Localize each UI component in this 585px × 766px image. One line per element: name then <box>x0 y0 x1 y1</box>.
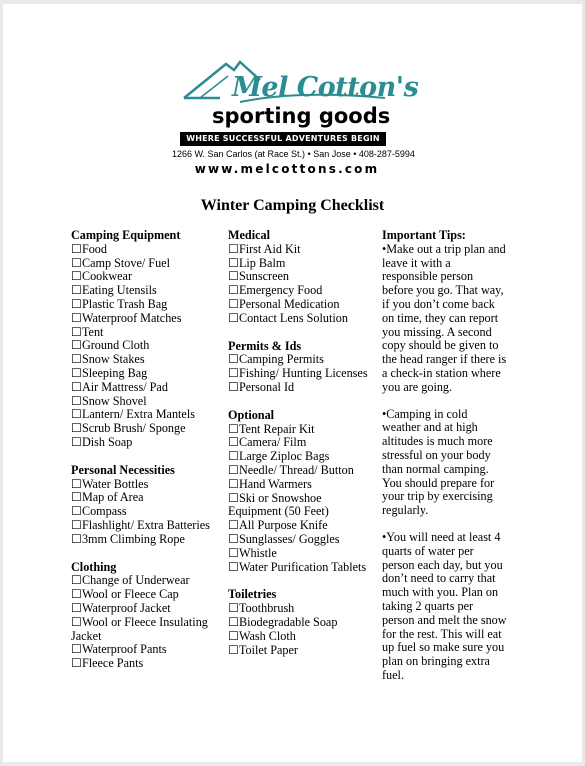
checkbox-icon: ☐ <box>71 531 82 546</box>
checkbox-icon: ☐ <box>228 545 239 560</box>
checklist-item <box>228 381 368 395</box>
checklist-item-label: Biodegradable Soap <box>238 614 338 629</box>
checkbox-icon: ☐ <box>71 352 82 367</box>
checkbox-icon: ☐ <box>71 600 82 615</box>
tip-paragraph: •Make out a trip plan and leave it with a responsible person before you go. That way, if you don’t come back on time, they can report you missing. A second copy should be given to the head ranger if there is a check-in station where you are going. <box>382 241 507 394</box>
section-heading: Optional <box>228 407 275 422</box>
checklist-item-label: Personal Id <box>238 379 295 394</box>
checklist-item <box>228 519 368 533</box>
checklist-item-label: Lantern/ Extra Mantels <box>81 407 195 422</box>
checklist-item-label: Wool or Fleece Cap <box>81 587 179 602</box>
checkbox-icon: ☐ <box>228 352 239 367</box>
checklist-item <box>71 298 221 312</box>
checkbox-icon: ☐ <box>228 255 239 270</box>
checklist-item <box>71 478 221 492</box>
checklist-item-label: Contact Lens Solution <box>238 310 348 325</box>
checklist-item-label: Ski or Snowshoe Equipment (50 Feet) <box>228 490 329 519</box>
checklist-permits <box>228 353 368 394</box>
checkbox-icon: ☐ <box>228 518 239 533</box>
checklist-item <box>228 284 368 298</box>
checklist-item <box>71 657 221 671</box>
checkbox-icon: ☐ <box>71 393 82 408</box>
checklist-item-label: Change of Underwear <box>81 573 190 588</box>
section-heading: Camping Equipment <box>71 228 181 242</box>
checklist-item-label: Map of Area <box>81 490 144 505</box>
checklist-item-label: Whistle <box>238 545 277 560</box>
section-heading: Toiletries <box>228 587 277 602</box>
checklist-item-label: Food <box>81 241 107 256</box>
checkbox-icon: ☐ <box>228 435 239 450</box>
checklist-item <box>71 270 221 284</box>
checkbox-icon: ☐ <box>228 642 239 657</box>
checklist-item <box>228 367 368 381</box>
checklist-item <box>71 491 221 505</box>
checkbox-icon: ☐ <box>71 379 82 394</box>
section-heading: Medical <box>228 228 270 242</box>
checkbox-icon: ☐ <box>71 338 82 353</box>
checklist-item-label: Plastic Trash Bag <box>81 296 168 311</box>
checklist-medical <box>228 243 368 326</box>
checklist-optional <box>228 423 368 575</box>
page-title: Winter Camping Checklist <box>200 197 385 214</box>
checklist-item <box>71 312 221 326</box>
checkbox-icon: ☐ <box>71 407 82 422</box>
checklist-item <box>71 436 221 450</box>
checklist-item <box>71 257 221 271</box>
checklist-item-label: Eating Utensils <box>81 283 157 298</box>
checkbox-icon: ☐ <box>71 614 82 629</box>
checkbox-icon: ☐ <box>71 365 82 380</box>
checklist-toiletries <box>228 602 368 657</box>
checklist-item <box>71 574 221 588</box>
checkbox-icon: ☐ <box>71 434 82 449</box>
checkbox-icon: ☐ <box>228 379 239 394</box>
checklist-item-label: Sleeping Bag <box>81 365 148 380</box>
checklist-item-label: Toothbrush <box>238 601 295 616</box>
checklist-item <box>228 423 368 437</box>
checkbox-icon: ☐ <box>228 366 239 381</box>
tips-heading: Important Tips: <box>382 228 466 242</box>
checklist-item-label: All Purpose Knife <box>238 518 328 533</box>
checklist-item <box>71 284 221 298</box>
checklist-item-label: First Aid Kit <box>238 241 301 256</box>
store-website: www.melcottons.com <box>194 162 380 176</box>
checkbox-icon: ☐ <box>228 269 239 284</box>
checklist-item <box>71 602 221 616</box>
checklist-item-label: Toilet Paper <box>238 642 298 657</box>
checklist-item <box>71 519 221 533</box>
checklist-item <box>71 367 221 381</box>
checklist-item-label: Ground Cloth <box>81 338 150 353</box>
checkbox-icon: ☐ <box>71 490 82 505</box>
checklist-item-label: Fleece Pants <box>81 656 144 671</box>
checkbox-icon: ☐ <box>228 449 239 464</box>
checklist-item-label: Wool or Fleece Insulating Jacket <box>71 614 208 643</box>
checkbox-icon: ☐ <box>228 476 239 491</box>
checkbox-icon: ☐ <box>71 517 82 532</box>
important-tips-column <box>382 229 507 683</box>
checklist-item-label: Camp Stove/ Fuel <box>81 255 170 270</box>
checklist-item <box>228 478 368 492</box>
checklist-item <box>228 312 368 326</box>
page-edge-left <box>0 0 3 766</box>
checklist-item-label: Camping Permits <box>238 352 324 367</box>
checklist-item <box>228 298 368 312</box>
checklist-item <box>228 243 368 257</box>
checklist-item-label: Wash Cloth <box>238 628 296 643</box>
page-edge-top <box>0 0 585 4</box>
checkbox-icon: ☐ <box>71 587 82 602</box>
checklist-item <box>228 257 368 271</box>
checkbox-icon: ☐ <box>71 421 82 436</box>
checkbox-icon: ☐ <box>71 255 82 270</box>
checkbox-icon: ☐ <box>71 324 82 339</box>
section-heading: Personal Necessities <box>71 462 175 477</box>
logo-tagline-banner: WHERE SUCCESSFUL ADVENTURES BEGIN <box>180 132 386 146</box>
checklist-item <box>71 326 221 340</box>
checklist-item-label: Emergency Food <box>238 283 323 298</box>
checklist-item-label: Needle/ Thread/ Button <box>238 462 354 477</box>
checkbox-icon: ☐ <box>228 628 239 643</box>
checklist-personal-necessities <box>71 478 221 547</box>
tip-paragraph: •You will need at least 4 quarts of water per person each day, but you don’t need to carry that much with you. Plan on taking 2 quarts per person and melt the snow for the rest. This will eat up fuel so make sure you plan on bringing extra fuel. <box>382 529 507 682</box>
checkbox-icon: ☐ <box>228 614 239 629</box>
checkbox-icon: ☐ <box>71 642 82 657</box>
checklist-item-label: Snow Stakes <box>81 352 145 367</box>
checkbox-icon: ☐ <box>71 504 82 519</box>
checkbox-icon: ☐ <box>71 573 82 588</box>
checkbox-icon: ☐ <box>228 531 239 546</box>
checklist-clothing <box>71 574 221 671</box>
checklist-item <box>71 408 221 422</box>
checklist-item-label: Waterproof Pants <box>81 642 167 657</box>
checkbox-icon: ☐ <box>228 601 239 616</box>
checklist-item <box>71 339 221 353</box>
checklist-item <box>71 533 221 547</box>
checklist-item-label: Waterproof Matches <box>81 310 182 325</box>
checklist-item-label: Flashlight/ Extra Batteries <box>81 517 210 532</box>
checkbox-icon: ☐ <box>71 476 82 491</box>
checklist-item-label: Water Purification Tablets <box>238 559 367 574</box>
checkbox-icon: ☐ <box>228 462 239 477</box>
checklist-item <box>228 450 368 464</box>
checklist-item <box>71 381 221 395</box>
checklist-item-label: Tent <box>81 324 104 339</box>
checklist-item <box>228 630 368 644</box>
checklist-item <box>228 602 368 616</box>
store-address: 1266 W. San Carlos (at Race St.) • San Jose • 408-287-5994 <box>172 149 415 159</box>
section-heading: Permits & Ids <box>228 338 302 353</box>
logo-brand-name: Mel Cotton's <box>232 72 419 103</box>
checklist-item-label: Air Mattress/ Pad <box>81 379 168 394</box>
checklist-item-label: Hand Warmers <box>238 476 312 491</box>
checklist-item-label: Compass <box>81 504 127 519</box>
checklist-item <box>228 436 368 450</box>
checklist-item <box>71 588 221 602</box>
checkbox-icon: ☐ <box>71 269 82 284</box>
checklist-item-label: Personal Medication <box>238 296 340 311</box>
checklist-item-label: 3mm Climbing Rope <box>81 531 185 546</box>
checklist-item <box>71 353 221 367</box>
checkbox-icon: ☐ <box>228 296 239 311</box>
checklist-item-label: Camera/ Film <box>238 435 307 450</box>
checkbox-icon: ☐ <box>228 310 239 325</box>
checklist-item-label: Waterproof Jacket <box>81 600 171 615</box>
tip-paragraph: •Camping in cold weather and at high altitudes is much more stressful on your body than normal camping. You should prepare for your trip by exercising regularly. <box>382 406 495 518</box>
section-heading: Clothing <box>71 559 117 574</box>
checkbox-icon: ☐ <box>71 296 82 311</box>
checklist-item <box>228 561 368 575</box>
logo-subtitle: sporting goods <box>212 104 391 128</box>
checklist-item-label: Snow Shovel <box>81 393 147 408</box>
checkbox-icon: ☐ <box>71 241 82 256</box>
checklist-camping-equipment <box>71 243 221 450</box>
checklist-item-label: Cookwear <box>81 269 133 284</box>
checklist-item-label: Large Ziploc Bags <box>238 449 330 464</box>
checkbox-icon: ☐ <box>71 656 82 671</box>
page-edge-bottom <box>0 762 585 766</box>
checklist-item-label: Sunglasses/ Goggles <box>238 531 340 546</box>
store-logo <box>172 58 419 178</box>
checkbox-icon: ☐ <box>228 559 239 574</box>
checkbox-icon: ☐ <box>228 421 239 436</box>
checklist-item <box>228 547 368 561</box>
checkbox-icon: ☐ <box>228 241 239 256</box>
checklist-item-label: Tent Repair Kit <box>238 421 315 436</box>
checklist-item <box>71 505 221 519</box>
checkbox-icon: ☐ <box>71 283 82 298</box>
checkbox-icon: ☐ <box>228 490 239 505</box>
checklist-item <box>228 644 368 658</box>
checkbox-icon: ☐ <box>71 310 82 325</box>
checklist-item-label: Fishing/ Hunting Licenses <box>238 366 368 381</box>
checklist-column-1 <box>71 229 221 671</box>
checklist-item <box>71 643 221 657</box>
checklist-item <box>228 533 368 547</box>
checklist-item <box>228 616 368 630</box>
checklist-item <box>228 492 368 520</box>
checklist-item <box>71 422 221 436</box>
checklist-item <box>71 616 221 644</box>
checklist-item-label: Lip Balm <box>238 255 286 270</box>
checklist-item <box>228 270 368 284</box>
checkbox-icon: ☐ <box>228 283 239 298</box>
checklist-item-label: Scrub Brush/ Sponge <box>81 421 186 436</box>
checklist-item-label: Sunscreen <box>238 269 290 284</box>
checklist-item-label: Dish Soap <box>81 434 133 449</box>
checklist-item <box>71 243 221 257</box>
checklist-item <box>228 353 368 367</box>
checklist-item <box>228 464 368 478</box>
checklist-item <box>71 395 221 409</box>
checklist-item-label: Water Bottles <box>81 476 149 491</box>
checklist-column-2 <box>228 229 368 657</box>
